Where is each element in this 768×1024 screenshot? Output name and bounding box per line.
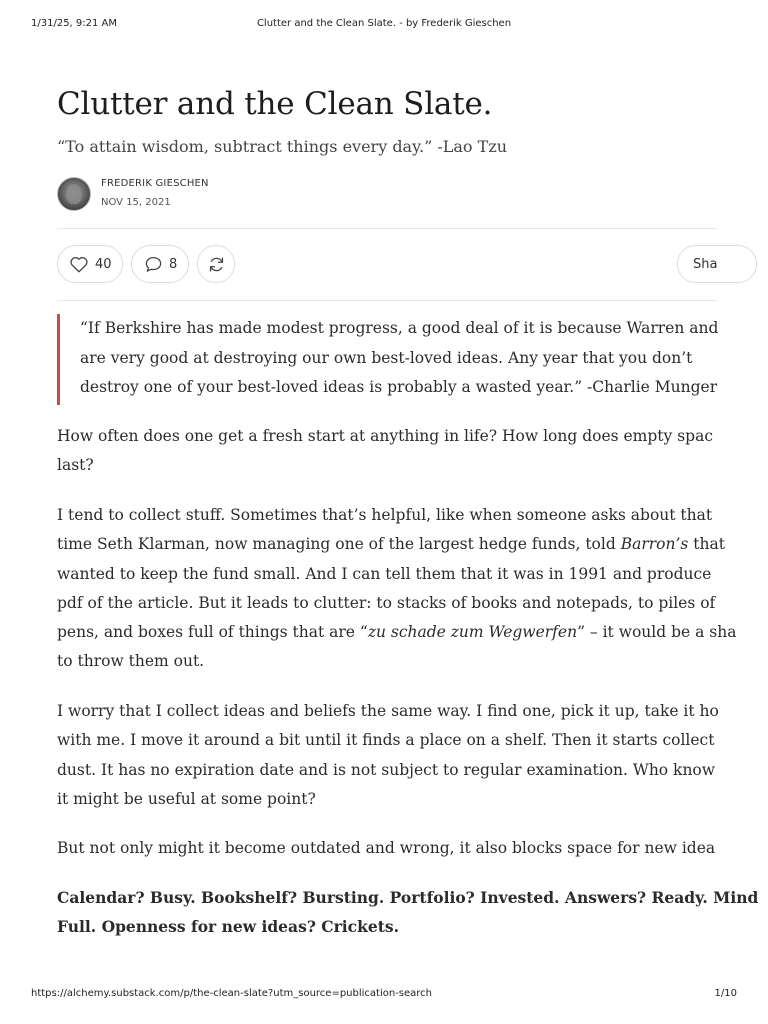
heart-icon	[69, 255, 89, 273]
text-run: ” – it would be a sha	[577, 623, 737, 642]
restack-icon	[207, 255, 226, 274]
paragraph-line: I tend to collect stuff. Sometimes that’s helpful, like when someone asks about that	[57, 506, 713, 524]
paragraph-line: it might be useful at some point?	[57, 789, 316, 808]
share-label: Sha	[693, 256, 718, 272]
print-url[interactable]: https://alchemy.substack.com/p/the-clean-slate?utm_source=publication-search	[31, 988, 433, 999]
barrons-italic: Barron’s	[620, 535, 689, 554]
paragraph-line: wanted to keep the fund small. And I can tell them that it was in 1991 and produce	[57, 564, 712, 583]
like-count: 40	[95, 256, 112, 272]
print-footer	[31, 988, 737, 1002]
post-subtitle: “To attain wisdom, subtract things every day.” -Lao Tzu	[57, 137, 508, 156]
post-date: NOV 15, 2021	[101, 197, 171, 208]
quote-line: “If Berkshire has made modest progress, a good deal of it is because Warren and	[80, 319, 719, 337]
paragraph-line: pdf of the article. But it leads to clutter: to stacks of books and notepads, to piles of	[57, 593, 716, 612]
comment-count: 8	[169, 256, 178, 272]
print-date: 1/31/25, 9:21 AM	[31, 18, 118, 29]
munger-quote	[57, 314, 717, 405]
paragraph-line: How often does one get a fresh start at anything in life? How long does empty spac	[57, 427, 714, 445]
comment-bubble-icon	[144, 255, 163, 273]
paragraph-line	[57, 530, 757, 559]
post-title: Clutter and the Clean Slate.	[57, 86, 493, 122]
divider	[57, 300, 717, 301]
comment-button[interactable]	[131, 245, 189, 283]
quote-line: destroy one of your best-loved ideas is probably a wasted year.” -Charlie Munger	[80, 378, 718, 396]
divider	[57, 228, 717, 229]
restack-button[interactable]	[197, 245, 235, 283]
quote-line: are very good at destroying our own best-loved ideas. Any year that you don’t	[80, 348, 693, 367]
paragraph-collecting-ideas	[57, 697, 757, 814]
print-page-number: 1/10	[714, 988, 737, 999]
paragraph-crickets	[57, 883, 757, 942]
paragraph-line: dust. It has no expiration date and is not subject to regular examination. Who know	[57, 760, 716, 779]
paragraph-fresh-start	[57, 422, 757, 481]
paragraph-line: Calendar? Busy. Bookshelf? Bursting. Portfolio? Invested. Answers? Ready. Mind	[57, 888, 759, 907]
byline	[57, 175, 357, 215]
like-button[interactable]	[57, 245, 123, 283]
german-phrase-italic: zu schade zum Wegwerfen	[367, 623, 578, 642]
text-run: time Seth Klarman, now managing one of the largest hedge funds, told	[57, 535, 621, 554]
text-run: pens, and boxes full of things that are “	[57, 623, 368, 642]
text-run: that	[688, 535, 725, 554]
paragraph-line: But not only might it become outdated and wrong, it also blocks space for new idea	[57, 839, 716, 857]
paragraph-line: to throw them out.	[57, 652, 205, 671]
paragraph-line: I worry that I collect ideas and beliefs the same way. I find one, pick it up, take it ho	[57, 702, 719, 720]
paragraph-line: last?	[57, 456, 94, 475]
paragraph-line: Full. Openness for new ideas? Crickets.	[57, 917, 400, 937]
share-button[interactable]	[677, 245, 757, 283]
paragraph-outdated	[57, 834, 757, 863]
print-page-title: Clutter and the Clean Slate. - by Frederik Gieschen	[256, 18, 512, 29]
paragraph-line: with me. I move it around a bit until it finds a place on a shelf. Then it starts collect	[57, 731, 715, 750]
author-avatar[interactable]	[57, 177, 91, 211]
post-actions	[57, 245, 757, 283]
author-name[interactable]: FREDERIK GIESCHEN	[101, 178, 209, 189]
paragraph-collecting-stuff	[57, 501, 757, 677]
paragraph-line	[57, 618, 757, 647]
